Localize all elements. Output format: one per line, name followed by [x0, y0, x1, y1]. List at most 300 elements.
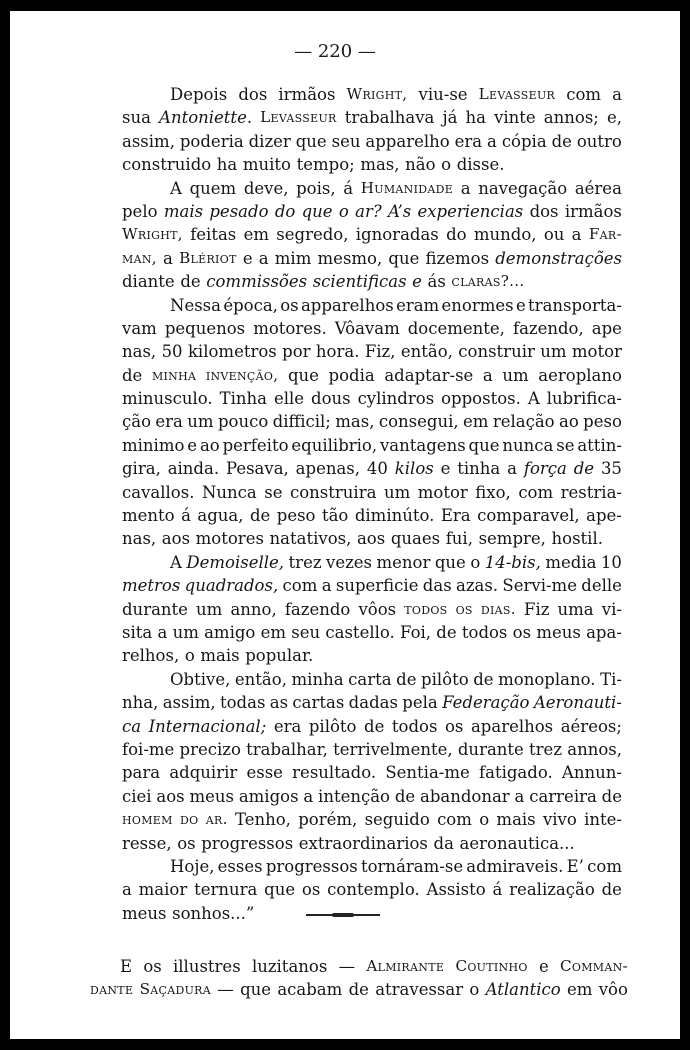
- word: Tenho,: [235, 810, 291, 830]
- word: Internacional;: [148, 716, 267, 736]
- word: que: [287, 365, 319, 385]
- word: a: [612, 85, 622, 104]
- word: dizer: [248, 131, 291, 151]
- text-line: [122, 527, 622, 550]
- word: ou: [543, 225, 565, 245]
- word: fazendo: [284, 599, 351, 619]
- word: Far-: [588, 225, 622, 244]
- word: fui,: [445, 529, 473, 549]
- word: minusculo.: [122, 389, 213, 409]
- word: com: [587, 856, 622, 876]
- word: a: [258, 248, 269, 268]
- word: precizo: [179, 739, 241, 759]
- word: de: [601, 880, 622, 900]
- word: maior: [138, 880, 188, 900]
- word: Hoje,: [170, 856, 215, 876]
- page-number: — 220 —: [294, 41, 376, 62]
- word: o: [469, 980, 480, 1000]
- word: pouco: [217, 412, 269, 432]
- word: admiraveis.: [466, 856, 564, 876]
- word: apparelho: [365, 131, 450, 151]
- word: aéreos;: [560, 716, 622, 736]
- word: que: [434, 552, 466, 572]
- word: popular.: [245, 646, 314, 666]
- following-paragraph: [90, 955, 628, 1002]
- word: sita: [122, 622, 153, 642]
- word: ar.: [205, 810, 228, 829]
- word: commissões: [206, 272, 308, 292]
- text-line: [122, 294, 622, 317]
- word: motor: [417, 482, 468, 502]
- word: agua,: [197, 506, 244, 526]
- word: época,: [223, 295, 278, 315]
- word: meus: [122, 903, 167, 923]
- word: resultado.: [292, 763, 377, 783]
- word: menor: [376, 552, 431, 572]
- word: a: [571, 225, 582, 245]
- word: relhos,: [122, 646, 180, 666]
- word: podia: [328, 365, 375, 385]
- word: ternura: [194, 880, 258, 900]
- word: comparavel,: [477, 506, 580, 526]
- word: á: [343, 178, 354, 198]
- word: dias.: [480, 599, 516, 618]
- word: que: [295, 131, 327, 151]
- word: meus: [536, 622, 581, 642]
- word: cópia: [501, 131, 547, 151]
- word: scientificas: [312, 272, 407, 292]
- word: todas: [219, 693, 266, 713]
- word: com: [518, 482, 554, 502]
- word: de: [249, 506, 271, 526]
- word: hostil.: [551, 529, 603, 549]
- word: vi-: [601, 599, 622, 619]
- text-line: [122, 270, 622, 293]
- word: pequenos: [164, 318, 246, 338]
- word: monoplano.: [498, 669, 596, 689]
- word: realização: [509, 880, 595, 900]
- word: trabalhar,: [246, 739, 328, 759]
- word: Foi,: [400, 622, 432, 642]
- word: com: [437, 810, 472, 830]
- word: de: [364, 716, 385, 736]
- word: aérea: [574, 178, 622, 198]
- word: fizemos: [425, 248, 490, 268]
- word: com: [282, 576, 318, 596]
- word: força: [523, 459, 567, 479]
- word: ainda.: [167, 459, 220, 479]
- word: o: [338, 201, 349, 221]
- text-line: [122, 808, 622, 831]
- word: e: [515, 295, 526, 315]
- word: aeroplano: [538, 365, 622, 385]
- word: demonstrações: [495, 248, 622, 268]
- word: quadrados,: [184, 576, 279, 596]
- word: metros: [122, 576, 181, 596]
- word: irmãos: [278, 85, 336, 104]
- word: experiencias: [417, 201, 524, 221]
- word: uma: [557, 599, 594, 619]
- word: mais: [200, 646, 240, 666]
- word: em: [463, 412, 489, 432]
- text-line: [122, 691, 622, 714]
- word: poderia: [179, 131, 244, 151]
- word: kilos: [394, 459, 434, 479]
- word: esses: [217, 856, 263, 876]
- word: um: [540, 342, 567, 362]
- word: trabalhava: [344, 108, 435, 128]
- word: navegação: [478, 178, 568, 198]
- word: Wright,: [346, 85, 408, 103]
- word: natativos,: [269, 529, 352, 549]
- word: ao: [558, 412, 579, 432]
- word: então,: [400, 342, 453, 362]
- text-line: [122, 317, 622, 340]
- word: seu: [291, 622, 321, 642]
- word: sua: [122, 108, 151, 128]
- word: diminúto.: [354, 506, 435, 526]
- word: mais: [163, 201, 204, 221]
- word: quaes: [390, 529, 441, 549]
- word: man,: [122, 248, 157, 267]
- word: Nunca: [201, 482, 257, 502]
- word: ás: [427, 272, 446, 292]
- text-line: [122, 621, 622, 644]
- word: se: [556, 435, 575, 455]
- word: das: [422, 576, 452, 596]
- word: dous: [311, 389, 351, 409]
- word: segredo,: [276, 225, 349, 245]
- word: gira,: [122, 459, 161, 479]
- text-line: [122, 200, 622, 223]
- word: atravessar: [375, 980, 464, 1000]
- word: ao: [199, 435, 220, 455]
- word: progressos: [265, 856, 358, 876]
- word: á: [492, 880, 503, 900]
- word: de: [394, 786, 416, 806]
- word: extraordinarios: [298, 833, 428, 853]
- word: relação: [492, 412, 555, 432]
- word: que: [264, 880, 296, 900]
- word: de: [180, 272, 201, 292]
- word: Fiz,: [364, 342, 396, 362]
- word: os: [455, 599, 473, 618]
- word: tinha: [457, 459, 501, 479]
- text-line: [122, 481, 622, 504]
- word: a: [487, 131, 497, 151]
- word: aos: [161, 529, 191, 549]
- word: fazendo,: [512, 318, 584, 338]
- word: e: [538, 957, 549, 976]
- word: e,: [606, 108, 622, 128]
- word: um: [196, 599, 223, 619]
- word: os: [143, 957, 162, 976]
- word: um: [502, 365, 529, 385]
- word: —: [338, 957, 356, 976]
- word: tornáram-se: [360, 856, 464, 876]
- word: terrivelmente,: [333, 739, 453, 759]
- word: vinte: [494, 108, 536, 128]
- word: carta: [348, 669, 392, 689]
- word: de: [396, 669, 417, 689]
- word: elle: [273, 389, 305, 409]
- word: mesmo,: [317, 248, 383, 268]
- word: minha: [151, 365, 197, 384]
- word: porém,: [298, 810, 358, 830]
- word: Nessa: [170, 295, 221, 315]
- word: anno,: [230, 599, 277, 619]
- word: de: [551, 131, 572, 151]
- word: durante: [457, 739, 524, 759]
- word: peso: [583, 412, 622, 432]
- word: que: [468, 435, 500, 455]
- word: assim,: [122, 131, 175, 151]
- word: era: [155, 412, 183, 432]
- word: delle: [581, 576, 622, 596]
- word: 14-bis,: [484, 552, 541, 572]
- word: ha: [216, 155, 238, 175]
- text-line: [90, 978, 628, 1001]
- word: mas,: [335, 412, 375, 432]
- word: E: [120, 957, 133, 976]
- word: de: [573, 459, 595, 479]
- word: meus: [189, 786, 234, 806]
- text-line: [122, 410, 622, 433]
- word: esse: [246, 763, 283, 783]
- word: os: [445, 716, 464, 736]
- word: disse.: [456, 155, 505, 175]
- word: Antoniette.: [159, 108, 253, 128]
- word: Obtive,: [170, 669, 231, 689]
- word: A: [170, 552, 182, 572]
- word: os: [301, 880, 321, 900]
- word: construido: [122, 155, 212, 175]
- word: contemplo.: [327, 880, 420, 900]
- word: outro: [576, 131, 622, 151]
- word: mundo,: [473, 225, 537, 245]
- word: aos: [156, 786, 185, 806]
- word: nas,: [122, 529, 157, 549]
- word: dadas: [348, 693, 398, 713]
- text-line: [122, 761, 622, 784]
- word: Pesava,: [225, 459, 289, 479]
- word: um: [187, 412, 214, 432]
- word: quem: [189, 178, 237, 198]
- word: kilometros: [187, 342, 277, 362]
- word: Annun-: [561, 763, 622, 783]
- word: pois,: [296, 178, 336, 198]
- word: de: [348, 980, 369, 1000]
- text-line: [90, 955, 628, 978]
- text-line: [122, 598, 622, 621]
- word: invenção,: [205, 365, 279, 384]
- word: Tinha: [219, 389, 268, 409]
- text-line: [122, 434, 622, 457]
- word: pesado: [209, 201, 269, 221]
- word: media: [545, 552, 597, 572]
- word: intenção: [318, 786, 390, 806]
- word: em: [260, 622, 287, 642]
- text-line: [122, 832, 622, 855]
- word: foi-me: [122, 739, 175, 759]
- word: tão: [321, 506, 349, 526]
- word: aparelhos: [470, 716, 554, 736]
- word: Assisto: [426, 880, 486, 900]
- word: Blériot: [179, 248, 237, 267]
- word: que: [240, 980, 272, 1000]
- text-line: [122, 855, 622, 878]
- word: homem: [122, 810, 173, 829]
- word: motores.: [253, 318, 327, 338]
- word: mais: [496, 810, 536, 830]
- quoted-text: [122, 83, 622, 925]
- word: Saçadura: [139, 980, 212, 999]
- word: ha: [465, 108, 486, 128]
- word: minha: [291, 669, 344, 689]
- word: perfeito: [222, 435, 289, 455]
- word: feitas: [190, 225, 237, 245]
- word: ape-: [586, 506, 622, 526]
- word: por: [282, 342, 311, 362]
- word: construir: [458, 342, 535, 362]
- text-line: [122, 153, 622, 176]
- word: todos: [391, 716, 438, 736]
- word: superficie: [335, 576, 419, 596]
- word: vezes: [326, 552, 373, 572]
- word: o: [184, 646, 195, 666]
- word: trez: [288, 552, 322, 572]
- word: annos;: [543, 108, 599, 128]
- word: diante: [122, 272, 175, 292]
- word: um: [383, 482, 411, 502]
- word: ciei: [122, 786, 152, 806]
- word: ignoradas: [355, 225, 439, 245]
- word: dante: [90, 980, 134, 999]
- word: um: [172, 622, 199, 642]
- word: e: [412, 272, 422, 292]
- word: castello.: [325, 622, 395, 642]
- text-line: [122, 668, 622, 691]
- word: Sentia-me: [385, 763, 470, 783]
- word: A: [170, 178, 182, 198]
- word: o: [479, 810, 490, 830]
- word: restria-: [560, 482, 622, 502]
- word: os: [512, 622, 532, 642]
- word: vantagens: [379, 435, 466, 455]
- word: durante: [122, 599, 188, 619]
- text-line: [122, 457, 622, 480]
- word: docemente,: [407, 318, 505, 338]
- text-line: [122, 223, 622, 246]
- word: 10: [600, 552, 622, 572]
- word: Ti-: [600, 669, 622, 689]
- word: eram: [396, 295, 440, 315]
- word: mento: [122, 506, 175, 526]
- text-line: [122, 715, 622, 738]
- word: Wright,: [122, 225, 183, 244]
- word: era: [454, 131, 483, 151]
- word: Demoiselle,: [186, 552, 285, 572]
- word: Almirante: [366, 957, 445, 975]
- text-line: [122, 504, 622, 527]
- word: tempo;: [296, 155, 355, 175]
- word: resse,: [122, 833, 172, 853]
- word: Coutinho: [455, 957, 528, 975]
- word: nha,: [122, 693, 159, 713]
- word: A: [527, 389, 540, 409]
- word: mas,: [360, 155, 400, 175]
- word: todos: [404, 599, 448, 618]
- word: adquirir: [169, 763, 238, 783]
- text-line: [122, 177, 622, 200]
- word: nas,: [122, 342, 157, 362]
- word: dos: [238, 85, 268, 104]
- word: da: [433, 833, 454, 853]
- word: construira: [290, 482, 377, 502]
- word: Vôavam: [334, 318, 400, 338]
- word: carreira: [529, 786, 597, 806]
- word: a: [460, 178, 471, 198]
- text-line: [122, 364, 622, 387]
- text-line: [122, 644, 622, 667]
- word: e: [187, 435, 198, 455]
- word: Levasseur: [478, 85, 556, 103]
- word: vôo: [598, 980, 628, 1000]
- word: a: [482, 365, 493, 385]
- word: trez: [529, 739, 563, 759]
- word: mim: [274, 248, 312, 268]
- word: cavallos.: [122, 482, 195, 502]
- text-line: [122, 247, 622, 270]
- word: Aeronauti-: [533, 693, 622, 713]
- text-line: [122, 574, 622, 597]
- word: pilôto: [308, 716, 357, 736]
- word: E’: [566, 856, 584, 876]
- text-line: [122, 551, 622, 574]
- word: azas.: [456, 576, 499, 596]
- word: as: [269, 693, 289, 713]
- word: equilibrio,: [291, 435, 378, 455]
- word: o: [470, 552, 481, 572]
- word: ar?: [355, 201, 382, 221]
- word: attin-: [577, 435, 622, 455]
- word: do: [446, 225, 467, 245]
- word: á: [181, 506, 191, 526]
- word: os: [280, 295, 299, 315]
- word: consegui,: [378, 412, 459, 432]
- text-line: [122, 340, 622, 363]
- word: motor: [571, 342, 622, 362]
- word: a: [514, 786, 525, 806]
- text-line: [122, 106, 622, 129]
- word: abandonar: [419, 786, 510, 806]
- word: do: [179, 810, 199, 829]
- word: peso: [276, 506, 316, 526]
- word: Era: [440, 506, 471, 526]
- word: a: [122, 880, 132, 900]
- word: em: [567, 980, 593, 1000]
- word: Humanidade: [360, 178, 454, 197]
- word: irmãos: [564, 201, 622, 221]
- word: annos,: [567, 739, 622, 759]
- word: amigo: [204, 622, 256, 642]
- word: a: [157, 622, 168, 642]
- word: seu: [331, 131, 361, 151]
- word: de: [122, 365, 143, 385]
- word: lubrifica-: [546, 389, 622, 409]
- word: seguido: [364, 810, 430, 830]
- word: deve,: [243, 178, 289, 198]
